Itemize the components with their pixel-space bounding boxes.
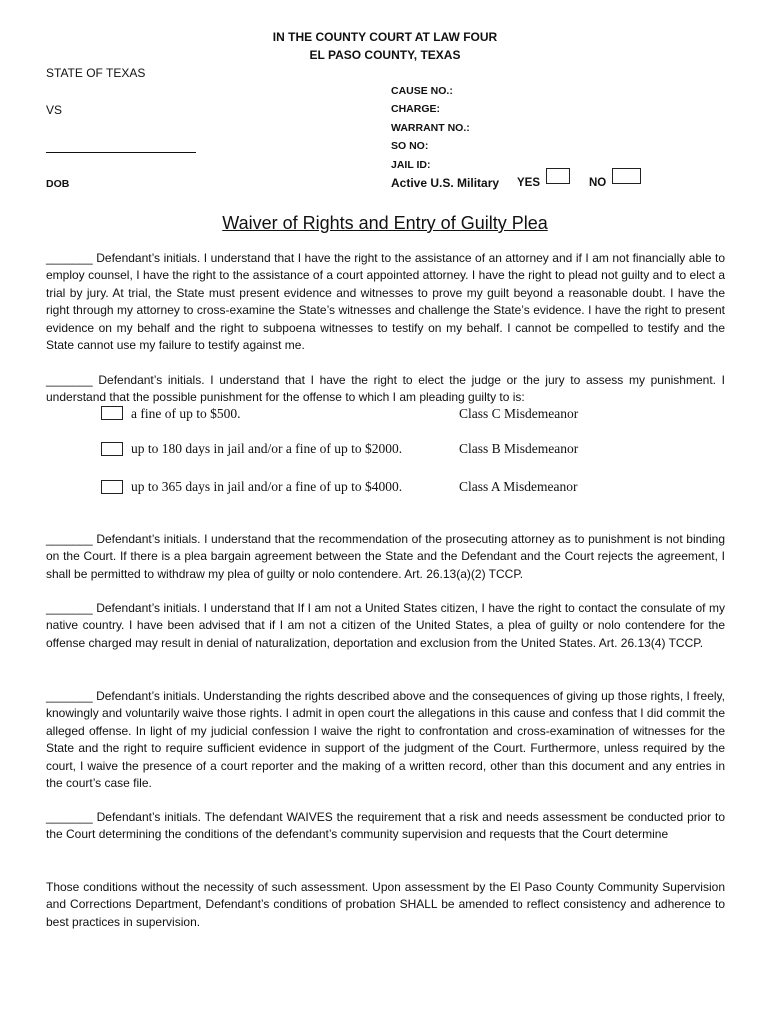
vs-label: VS (46, 103, 63, 117)
paragraph-plea-bargain: _______ Defendant’s initials. I understand that the recommendation of the prosecuting attorney as to punishment is not binding on the Court. If there is a plea bargain agreement between the State and the Defendant and the Court rejects the agreement, I shall be permitted to withdraw my plea of guilty or nolo contendere. Art. 26.13(a)(2) TCCP. (46, 532, 725, 581)
paragraph-risk-assessment: _______ Defendant’s initials. The defendant WAIVES the requirement that a risk and needs assessment be conducted prior to the Court determining the conditions of the defendant’s community supervision and requests that the Court determine (46, 810, 725, 842)
so-no-label: SO NO: (391, 140, 429, 152)
county-name: EL PASO COUNTY, TEXAS (309, 48, 461, 62)
jail-id-label: JAIL ID: (391, 159, 431, 171)
charge-label: CHARGE: (391, 103, 440, 115)
defendant-name-line[interactable] (46, 152, 196, 153)
paragraph-citizenship: _______ Defendant’s initials. I understand that If I am not a United States citizen, I have the right to contact the consulate of my native country. I have been advised that if I am not a citizen of the United States, a plea of guilty or nolo contendere for the offense charged may result in denial of naturalization, deportation and exclusion from the United States. Art. 26.13(4) TCCP. (46, 601, 725, 650)
paragraph-waiver: _______ Defendant’s initials. Understanding the rights described above and the consequences of giving up those rights, I freely, knowingly and voluntarily waive those rights. I admit in open court the allegations in this cause and confess that I did commit the alleged offense. In light of my judicial confession I waive the right to confrontation and cross-examination of witnesses for the State and the right to require sufficient evidence in support of the judgment of the Court. Furthermore, unless required by the court, I waive the presence of a court reporter and the making of a written record, other than this document and any entries in the court’s case file. (46, 689, 725, 791)
warrant-no-label: WARRANT NO.: (391, 122, 470, 134)
military-yes-label: YES (517, 177, 541, 189)
court-name: IN THE COUNTY COURT AT LAW FOUR (272, 30, 498, 44)
military-no-label: NO (589, 177, 607, 189)
page-title: Waiver of Rights and Entry of Guilty Plea (222, 213, 548, 233)
paragraph-conditions: Those conditions without the necessity of such assessment. Upon assessment by the El Paso County Community Supervision and Corrections Department, Defendant’s conditions of probation SHALL be amended to reflect consistency and adherence to best practices in supervision. (46, 880, 725, 929)
option-class-c-class: Class C Misdemeanor (459, 406, 579, 421)
option-class-c-checkbox[interactable] (101, 406, 123, 420)
option-class-b-checkbox[interactable] (101, 442, 123, 456)
option-class-c-text: a fine of up to $500. (131, 406, 241, 421)
option-class-a-text: up to 365 days in jail and/or a fine of up to $4000. (131, 479, 403, 494)
military-label: Active U.S. Military (391, 176, 500, 190)
paragraph-punishment-election: _______ Defendant’s initials. I understand that I have the right to elect the judge or the jury to assess my punishment. I understand that the possible punishment for the offense to which I am pleading guilty to is: (46, 373, 725, 405)
cause-no-label: CAUSE NO.: (391, 85, 453, 97)
option-class-a-class: Class A Misdemeanor (459, 479, 578, 494)
option-class-b-class: Class B Misdemeanor (459, 441, 579, 456)
military-yes-checkbox[interactable] (546, 168, 570, 184)
option-class-b-text: up to 180 days in jail and/or a fine of up to $2000. (131, 441, 403, 456)
paragraph-right-to-counsel: _______ Defendant’s initials. I understand that I have the right to the assistance of an attorney and if I am not financially able to employ counsel, I have the right to the assistance of a court appointed attorney. I have the right to plead not guilty and to elect a trial by jury. At trial, the State must present evidence and witnesses to prove my guilt beyond a reasonable doubt. I have the right through my attorney to cross-examine the State’s witnesses and challenge the State’s evidence. I have the right to present evidence on my behalf and the right to subpoena witnesses to testify on my behalf. I cannot be compelled to testify and the State cannot use my failure to testify against me. (46, 251, 725, 353)
military-no-checkbox[interactable] (612, 168, 641, 184)
state-label: STATE OF TEXAS (46, 66, 146, 80)
dob-label: DOB (46, 178, 70, 190)
option-class-a-checkbox[interactable] (101, 480, 123, 494)
